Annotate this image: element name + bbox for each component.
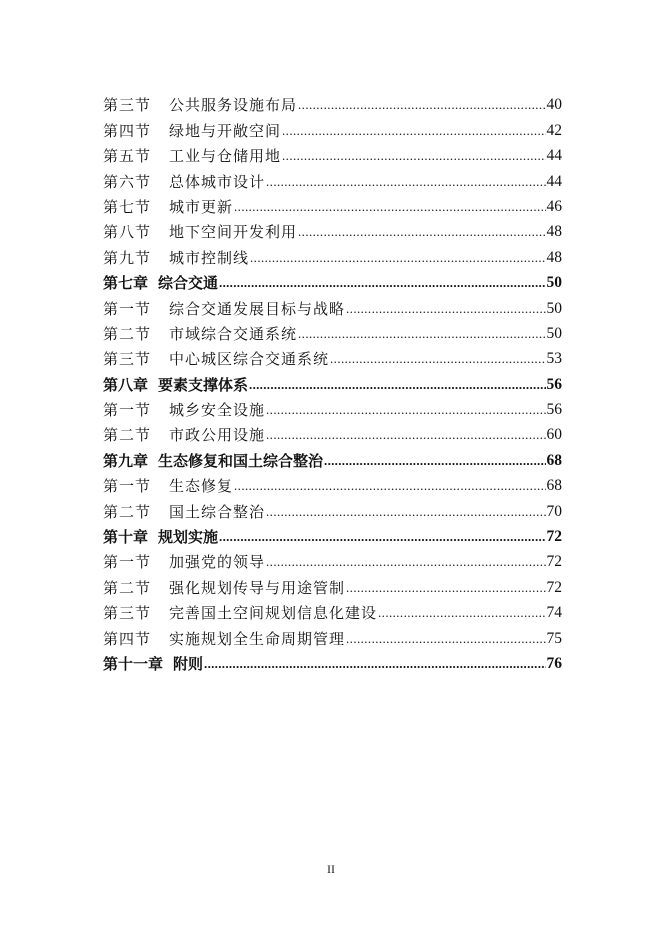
toc-entry-page: 50 bbox=[546, 299, 562, 317]
toc-entry-title: 绿地与开敞空间 bbox=[169, 121, 282, 140]
dot-leader bbox=[266, 425, 545, 445]
dot-leader bbox=[266, 502, 545, 522]
dot-leader bbox=[298, 222, 545, 242]
toc-entry-page: 44 bbox=[546, 172, 562, 190]
toc-entry-page: 72 bbox=[546, 578, 562, 596]
toc-chapter-title: 要素支撑体系 bbox=[158, 375, 249, 394]
toc-chapter-entry[interactable] bbox=[103, 268, 562, 293]
toc-entry[interactable] bbox=[103, 420, 562, 445]
dot-leader bbox=[266, 400, 545, 420]
toc-entry-title: 综合交通发展目标与战略 bbox=[169, 299, 346, 318]
dot-leader bbox=[249, 375, 545, 395]
dot-leader bbox=[324, 451, 545, 471]
toc-entry[interactable] bbox=[103, 623, 562, 648]
toc-chapter-page: 50 bbox=[546, 274, 562, 292]
dot-leader bbox=[346, 299, 545, 319]
toc-entry[interactable] bbox=[103, 496, 562, 521]
dot-leader bbox=[298, 95, 545, 115]
toc-entry-title: 总体城市设计 bbox=[169, 172, 266, 191]
toc-entry-page: 44 bbox=[546, 147, 562, 165]
toc-entry-title: 城市更新 bbox=[169, 197, 234, 216]
toc-entry-page: 46 bbox=[546, 197, 562, 215]
toc-entry-page: 40 bbox=[546, 96, 562, 114]
toc-chapter-page: 56 bbox=[546, 375, 562, 393]
toc-entry[interactable] bbox=[103, 90, 562, 115]
toc-chapter-entry[interactable] bbox=[103, 445, 562, 470]
dot-leader bbox=[378, 603, 545, 623]
toc-entry[interactable] bbox=[103, 166, 562, 191]
toc-chapter-entry[interactable] bbox=[103, 649, 562, 674]
toc-entry[interactable] bbox=[103, 471, 562, 496]
dot-leader bbox=[234, 476, 545, 496]
toc-entry-page: 53 bbox=[546, 350, 562, 368]
toc-entry-number: 第二节 bbox=[103, 324, 152, 343]
toc-chapter-number: 第八章 bbox=[103, 375, 149, 394]
toc-entry-page: 50 bbox=[546, 324, 562, 342]
toc-entry[interactable] bbox=[103, 319, 562, 344]
toc-entry[interactable] bbox=[103, 141, 562, 166]
toc-entry-number: 第五节 bbox=[103, 147, 152, 166]
toc-chapter-number: 第七章 bbox=[103, 274, 149, 293]
toc-entry[interactable] bbox=[103, 344, 562, 369]
toc-chapter-page: 68 bbox=[546, 451, 562, 469]
toc-chapter-page: 76 bbox=[546, 654, 562, 672]
dot-leader bbox=[234, 197, 545, 217]
toc-chapter-number: 第九章 bbox=[103, 451, 149, 470]
dot-leader bbox=[282, 121, 545, 141]
toc-entry-number: 第三节 bbox=[103, 604, 152, 623]
toc-entry[interactable] bbox=[103, 293, 562, 318]
toc-entry-number: 第三节 bbox=[103, 350, 152, 369]
toc-entry-number: 第九节 bbox=[103, 248, 152, 267]
toc-entry-title: 地下空间开发利用 bbox=[169, 223, 298, 242]
toc-chapter-number: 第十章 bbox=[103, 528, 149, 547]
toc-entry-number: 第一节 bbox=[103, 299, 152, 318]
toc-entry-page: 68 bbox=[546, 477, 562, 495]
toc-entry-title: 市域综合交通系统 bbox=[169, 324, 298, 343]
toc-entry[interactable] bbox=[103, 547, 562, 572]
toc-entry-number: 第三节 bbox=[103, 96, 152, 115]
toc-entry[interactable] bbox=[103, 598, 562, 623]
toc-entry-page: 56 bbox=[546, 401, 562, 419]
toc-entry[interactable] bbox=[103, 217, 562, 242]
toc-chapter-entry[interactable] bbox=[103, 369, 562, 394]
toc-entry-number: 第四节 bbox=[103, 629, 152, 648]
toc-entry-number: 第一节 bbox=[103, 401, 152, 420]
toc-entry-title: 城市控制线 bbox=[169, 248, 250, 267]
toc-chapter-page: 72 bbox=[546, 528, 562, 546]
dot-leader bbox=[346, 629, 545, 649]
toc-entry-number: 第四节 bbox=[103, 121, 152, 140]
dot-leader bbox=[219, 273, 545, 293]
toc-entry-number: 第二节 bbox=[103, 578, 152, 597]
toc-entry-title: 生态修复 bbox=[169, 477, 234, 496]
dot-leader bbox=[250, 248, 545, 268]
toc-entry[interactable] bbox=[103, 395, 562, 420]
page-number: II bbox=[327, 862, 335, 876]
toc-entry-title: 中心城区综合交通系统 bbox=[169, 350, 330, 369]
dot-leader bbox=[282, 146, 545, 166]
dot-leader bbox=[330, 349, 545, 369]
toc-entry-number: 第二节 bbox=[103, 502, 152, 521]
toc-entry-number: 第七节 bbox=[103, 197, 152, 216]
toc-entry-number: 第一节 bbox=[103, 553, 152, 572]
toc-entry[interactable] bbox=[103, 115, 562, 140]
toc-entry-number: 第一节 bbox=[103, 477, 152, 496]
toc-entry-title: 城乡安全设施 bbox=[169, 401, 266, 420]
toc-entry-title: 实施规划全生命周期管理 bbox=[169, 629, 346, 648]
toc-entry-page: 48 bbox=[546, 223, 562, 241]
dot-leader bbox=[219, 527, 545, 547]
toc-chapter-title: 生态修复和国土综合整治 bbox=[158, 451, 324, 470]
toc-entry-title: 工业与仓储用地 bbox=[169, 147, 282, 166]
toc-entry-number: 第八节 bbox=[103, 223, 152, 242]
toc-entry-page: 74 bbox=[546, 604, 562, 622]
dot-leader bbox=[266, 172, 545, 192]
toc-entry-number: 第六节 bbox=[103, 172, 152, 191]
dot-leader bbox=[346, 578, 545, 598]
dot-leader bbox=[204, 654, 545, 674]
dot-leader bbox=[266, 552, 545, 572]
toc-entry-page: 42 bbox=[546, 121, 562, 139]
toc-chapter-title: 综合交通 bbox=[158, 274, 219, 293]
toc-entry[interactable] bbox=[103, 572, 562, 597]
toc-entry-title: 完善国土空间规划信息化建设 bbox=[169, 604, 378, 623]
toc-chapter-entry[interactable] bbox=[103, 522, 562, 547]
table-of-contents bbox=[103, 90, 562, 674]
toc-chapter-number: 第十一章 bbox=[103, 654, 164, 673]
toc-entry-number: 第二节 bbox=[103, 426, 152, 445]
toc-entry-title: 强化规划传导与用途管制 bbox=[169, 578, 346, 597]
toc-entry[interactable] bbox=[103, 242, 562, 267]
toc-entry-page: 72 bbox=[546, 553, 562, 571]
toc-chapter-title: 规划实施 bbox=[158, 528, 219, 547]
toc-entry-title: 国土综合整治 bbox=[169, 502, 266, 521]
toc-entry-title: 公共服务设施布局 bbox=[169, 96, 298, 115]
toc-entry-page: 70 bbox=[546, 502, 562, 520]
dot-leader bbox=[298, 324, 545, 344]
toc-entry-page: 75 bbox=[546, 629, 562, 647]
toc-entry-title: 市政公用设施 bbox=[169, 426, 266, 445]
toc-entry-page: 48 bbox=[546, 248, 562, 266]
toc-chapter-title: 附则 bbox=[173, 654, 204, 673]
toc-entry-title: 加强党的领导 bbox=[169, 553, 266, 572]
toc-entry[interactable] bbox=[103, 192, 562, 217]
toc-entry-page: 60 bbox=[546, 426, 562, 444]
